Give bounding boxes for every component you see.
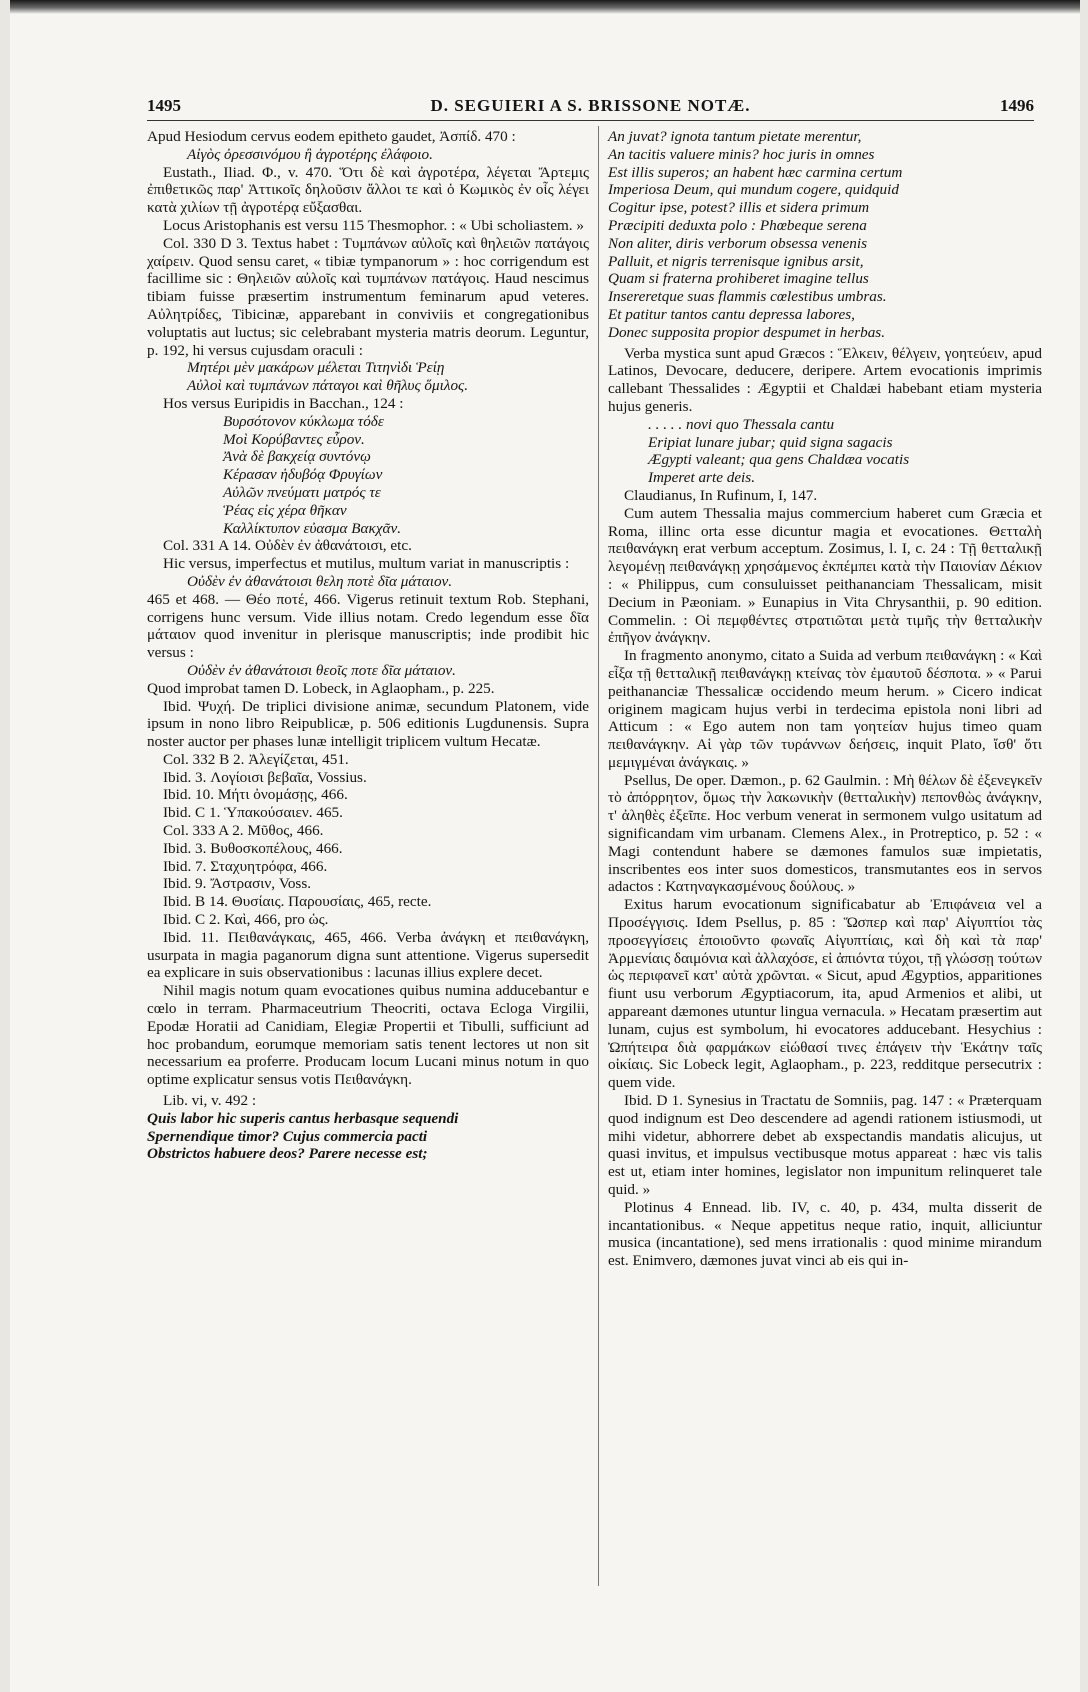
paragraph: Αὐλοὶ καὶ τυμπάνων πάταγοι καὶ θῆλυς ὅμιλος. — [187, 377, 468, 395]
page-header — [147, 96, 1034, 118]
paragraph: Col. 332 B 2. Ἀλεγίζεται, 451. — [163, 750, 349, 768]
header-rule — [147, 120, 1034, 121]
paragraph: Hic versus, imperfectus et mutilus, multum variat in manuscriptis : — [163, 555, 570, 573]
paragraph: Οὐδὲν ἐν ἀθανάτοισι θεοῖς ποτε δῖα μάταιον. — [187, 661, 456, 679]
paragraph: Psellus, De oper. Dæmon., p. 62 Gaulmin. : Μὴ θέλων δὲ ἐξενεγκεῖν τὸ ἀπόρρητον, ὅμως τὴν λακωνικὴν (θετταλικὴν) πεπονθὼς ἀνάγκην, τ' ἀληθὲς ἐξεῖπε. Hoc verbum venerat in sermonem vulgo usitatum ad significandam vim urbanam. Clemens Alex., in Protreptico, p. 52 : « Magi contendunt habere se dæmones famulos suæ impietatis, inscribentes eos inter suos domesticos, transmutantes eos in servos adactos : Κατηναγκασμένους δούλους. » — [608, 771, 1042, 896]
paragraph: Ibid. 3. Βυθοσκοπέλους, 466. — [163, 839, 343, 857]
paragraph: Hos versus Euripidis in Bacchan., 124 : — [163, 394, 404, 412]
paragraph: Quis labor hic superis cantus herbasque sequendi — [147, 1109, 459, 1127]
paragraph: . . . . . novi quo Thessala cantu — [648, 415, 835, 433]
paragraph: Col. 333 A 2. Μῦθος, 466. — [163, 822, 324, 840]
paragraph: Apud Hesiodum cervus eodem epitheto gaudet, Ἀσπίδ. 470 : — [147, 128, 516, 145]
paragraph: Verba mystica sunt apud Græcos : Ἕλκειν, θέλγειν, γοητεύειν, apud Latinos, Devocare, deducere, deripere. Artem evocationis imprimis callebant Thessalides : Ægyptii et Chaldæi habebant etiam mysteria hujus generis. — [608, 344, 1042, 415]
paragraph: Lib. vi, v. 492 : — [163, 1092, 257, 1110]
paragraph: Exitus harum evocationum significabatur ab Ἐπιφάνεια vel a Προσέγγισις. Idem Psellus, p. 85 : Ὥσπερ καὶ παρ' Αἰγυπτίοι τὰς προσεγγίσεις ἐποιοῦντο φωναῖς Αἰγυπτίαις, καὶ δὴ καὶ τὰ παρ' Ἀρμενίαις δαιμόνια καὶ ἀλλαχόσε, εἰ ἀπιόντα τύχοι, τῇ γλώσσῃ τούτων ὡς περιφανεῖ κατ' αὐτὰ χρῶνται. « Sicut, apud Ægyptios, apparitiones fiunt usu verborum Ægyptiacorum, ita, apud Armenios et alibi, ut appareant dæmones utuntur lingua vernacula. » Hecatam præsertim aut lunam, cujus est symbolum, hi evocatores adducebant. Hesychius : Ὠπήτειρα διὰ φαρμάκων εἰώθασί τινες ἐπάγειν τὴν Ἑκάτην ταῖς οἰκίαις. Sic Lobeck legit, Aglaopham., p. 223, redditque persecutrix : quem vide. — [608, 896, 1042, 1092]
paragraph: Nihil magis notum quam evocationes quibus numina adducebantur e cœlo in terram. Pharmaceutrium Theocriti, octava Ecloga Virgilii, Epodæ Horatii ad Canidiam, Elegiæ Propertii et Tibulli, sufficiunt ad hoc probandum, eorumque memoriam satis tenent lectores ut non sit necessarium ea proferre. Producam locum Lucani minus notum in quo optime explicatur sensus votis Πειθανάγκη. — [147, 982, 589, 1089]
paragraph: In fragmento anonymo, citato a Suida ad verbum πειθανάγκη : « Καὶ εἶξα τῇ θετταλικῇ πειθανάγκῃ κτείνας τὸν ἐμαυτοῦ δέσποτα. » « Parui peithananciæ Thessalicæ occidendo meum herum. » Cicero indicat originem magicam hujus verbi in terdecima epistola noni libri ad Atticum : « Ego autem non tam γοητείαν hujus timeo quam πειθανάγκην. Αἱ γὰρ τῶν τυράννων δεήσεις, inquit Plato, ἴσθ' ὅτι μεμιγμέναι ἀνάγκαις. » — [608, 647, 1042, 771]
paragraph: Ægypti valeant; qua gens Chaldæa vocatis — [648, 451, 910, 469]
paragraph: Plotinus 4 Ennead. lib. IV, c. 40, p. 434, multa disserit de incantationibus. « Neque appetitus neque ratio, inquit, alliciuntur musica (incantatione), sed mens irrationalis : quod minime mirandum est. Enimvero, dæmones juvat vinci ab eis qui in- — [608, 1198, 1042, 1270]
paragraph: Locus Aristophanis est versu 115 Thesmophor. : « Ubi scholiastem. » — [163, 216, 584, 234]
running-head: D. SEGUIERI A S. BRISSONE NOTÆ. — [430, 96, 751, 115]
paragraph: Cum autem Thessalia majus commercium haberet cum Græcia et Roma, illinc orta esse dicuntur magia et evocationes. Θετταλὴ πειθανάγκη erat verbum acceptum. Zosimus, l. I, c. 24 : Τῇ θετταλικῇ λεγομένῃ πειθανάγκῃ χρησάμενος ἐκπέμπει κατὰ τὴν Παιονίαν Δέκιον : « Philippus, cum consuluisset peithananciam Thessalicam, misit Decium in Pæoniam. » Eunapius in Vita Chrysanthii, p. 90 edition. Commelin. : Οἱ πεμφθέντες στρατιῶται μετὰ τιμῆς τὴν θετταλικὴν ἐπῆγον ἀνάγκην. — [608, 504, 1042, 647]
paragraph: Ibid. B 14. Θυσίαις. Παρουσίαις, 465, recte. — [163, 893, 432, 911]
page-number-right: 1496 — [1000, 96, 1034, 115]
paragraph: Obstrictos habuere deos? Parere necesse est; — [147, 1145, 428, 1163]
paragraph: Ibid. C 2. Καὶ, 466, pro ὡς. — [163, 911, 329, 929]
paragraph: Ἀνὰ δὲ βακχείᾳ συντόνῳ — [223, 448, 371, 466]
paragraph: Præcipiti deduxta polo : Phœbeque serena — [608, 216, 867, 234]
paragraph: Οὐδὲν ἐν ἀθανάτοισι θελη ποτὲ δῖα μάταιον. — [187, 572, 453, 590]
paragraph: Αἰγὸς ὀρεσσινόμου ἢ ἀγροτέρης ἐλάφοιο. — [187, 145, 433, 163]
paragraph: Cogitur ipse, potest? illis et sidera primum — [608, 199, 870, 217]
paragraph: Ibid. D 1. Synesius in Tractatu de Somniis, pag. 147 : « Præterquam quod indignum est Deo descendere ad agendi rationem istiusmodi, ut mihi videtur, abhorrere debet ab exspectandis mandatis alicujus, ut quasi invitus, et impulsus vectibusque motus appareat : hæc vis talis est ut, etiam inter homines, legislator non impunitum relinqueret tale quid. » — [608, 1092, 1042, 1199]
paragraph: Imperet arte deis. — [648, 469, 755, 487]
page-number-left: 1495 — [147, 96, 181, 115]
paragraph: Donec supposita propior despumet in herbas. — [608, 323, 886, 341]
paragraph: Βυρσότονον κύκλωμα τόδε — [223, 412, 384, 430]
paragraph: Ibid. 7. Σταχυητρόφα, 466. — [163, 857, 328, 875]
paragraph: Et patitur tantos cantu depressa labores, — [608, 305, 855, 323]
paragraph: An juvat? ignota tantum pietate merentur, — [608, 128, 862, 145]
paragraph: Imperiosa Deum, qui mundum cogere, quidquid — [608, 181, 899, 199]
paragraph: Ibid. 9. Ἄστρασιν, Voss. — [163, 875, 312, 893]
paragraph: Spernendique timor? Cujus commercia pacti — [147, 1127, 428, 1145]
paragraph: Μητέρι μὲν μακάρων μέλεται Τιτηνὶδι Ῥείῃ — [187, 359, 445, 377]
book-page — [10, 0, 1080, 1692]
paragraph: Quod improbat tamen D. Lobeck, in Aglaopham., p. 225. — [147, 679, 495, 697]
paragraph: Ibid. 11. Πειθανάγκαις, 465, 466. Verba ἀνάγκη et πειθανάγκη, usurpata in magia paganorum digna sunt attentione. Vigerus supersedit ea explicare in suis observationibus : lacunas illius explere decet. — [147, 928, 589, 982]
paragraph: Ibid. 3. Λογίοισι βεβαῖα, Vossius. — [163, 768, 367, 786]
paragraph: Καλλίκτυπον εὐασμα Βακχᾶν. — [223, 519, 402, 537]
paragraph: Eustath., Iliad. Φ., v. 470. Ὅτι δὲ καὶ ἀγροτέρα, λέγεται Ἄρτεμις ἐπιθετικῶς παρ' Ἀττικοῖς δηλοῦσιν ἄλλοι τε καὶ ὁ Κωμικὸς ἐν οἷς λέγει κατὰ χιλίων τῇ ἀγροτέρᾳ εὔξασθαι. — [147, 163, 589, 217]
paragraph: An tacitis valuere minis? hoc juris in omnes — [608, 145, 875, 163]
right-column — [608, 128, 1042, 1270]
paragraph: Claudianus, In Rufinum, I, 147. — [624, 486, 818, 504]
paragraph: Ῥέας εἰς χέρα θῆκαν — [223, 501, 347, 519]
paragraph: Col. 330 D 3. Textus habet : Τυμπάνων αὐλοῖς καὶ θηλειῶν πατάγοις χαίρειν. Quod sensu caret, « tibiæ tympanorum » : hoc corrigendum est facillime sic : Θηλειῶν αὐλοῖς καὶ τυμπάνων πατάγοις. Haud nescimus tibiam fuisse præsertim instrumentum feminarum apud veteres. Αὐλητρίδες, Tibicinæ, apparebant in conviviis et congregationibus voluptatis aut luctus; sic celebrabant mysteria matris deorum. Leguntur, p. 192, hi versus cujusdam oraculi : — [147, 234, 589, 359]
paragraph: Ibid. C 1. Ὑπακούσαιεν. 465. — [163, 804, 343, 822]
scan-edge — [10, 0, 1080, 14]
paragraph: Est illis superos; an habent hæc carmina certum — [608, 163, 903, 181]
paragraph: Eripiat lunare jubar; quid signa sagacis — [648, 433, 893, 451]
left-column — [147, 128, 589, 1163]
paragraph: Μοὶ Κορύβαντες εὗρον. — [223, 430, 365, 448]
paragraph: Insereretque suas flammis cœlestibus umbras. — [608, 288, 887, 306]
paragraph: Αὐλῶν πνεύματι ματρός τε — [223, 483, 381, 501]
paragraph: Ibid. Ψυχή. De triplici divisione animæ, secundum Platonem, vide ipsum in nono libro Reipublicæ, p. 506 editionis Lugdunensis. Supra noster auctor per phases lunæ intelligit triplicem vultum Hecatæ. — [147, 697, 589, 751]
paragraph: Col. 331 A 14. Οὐδὲν ἐν ἀθανάτοισι, etc. — [163, 537, 412, 555]
paragraph: Κέρασαν ἡδυβόᾳ Φρυγίων — [223, 466, 383, 484]
paragraph: Non aliter, diris verborum obsessa venenis — [608, 234, 868, 252]
paragraph: 465 et 468. — Θέο ποτέ, 466. Vigerus retinuit textum Rob. Stephani, corrigens hunc versum. Vide illius notam. Credo legendum esse δῖα μάταιον quod invenitur in plerisque manuscriptis; inde prodibit hic versus : — [147, 590, 589, 662]
paragraph: Ibid. 10. Μήτι ὀνομάσῃς, 466. — [163, 786, 348, 804]
paragraph: Palluit, et nigris terrenisque ignibus arsit, — [608, 252, 864, 270]
column-divider — [598, 126, 599, 1586]
paragraph: Quam si fraterna prohiberet imagine tellus — [608, 270, 869, 288]
